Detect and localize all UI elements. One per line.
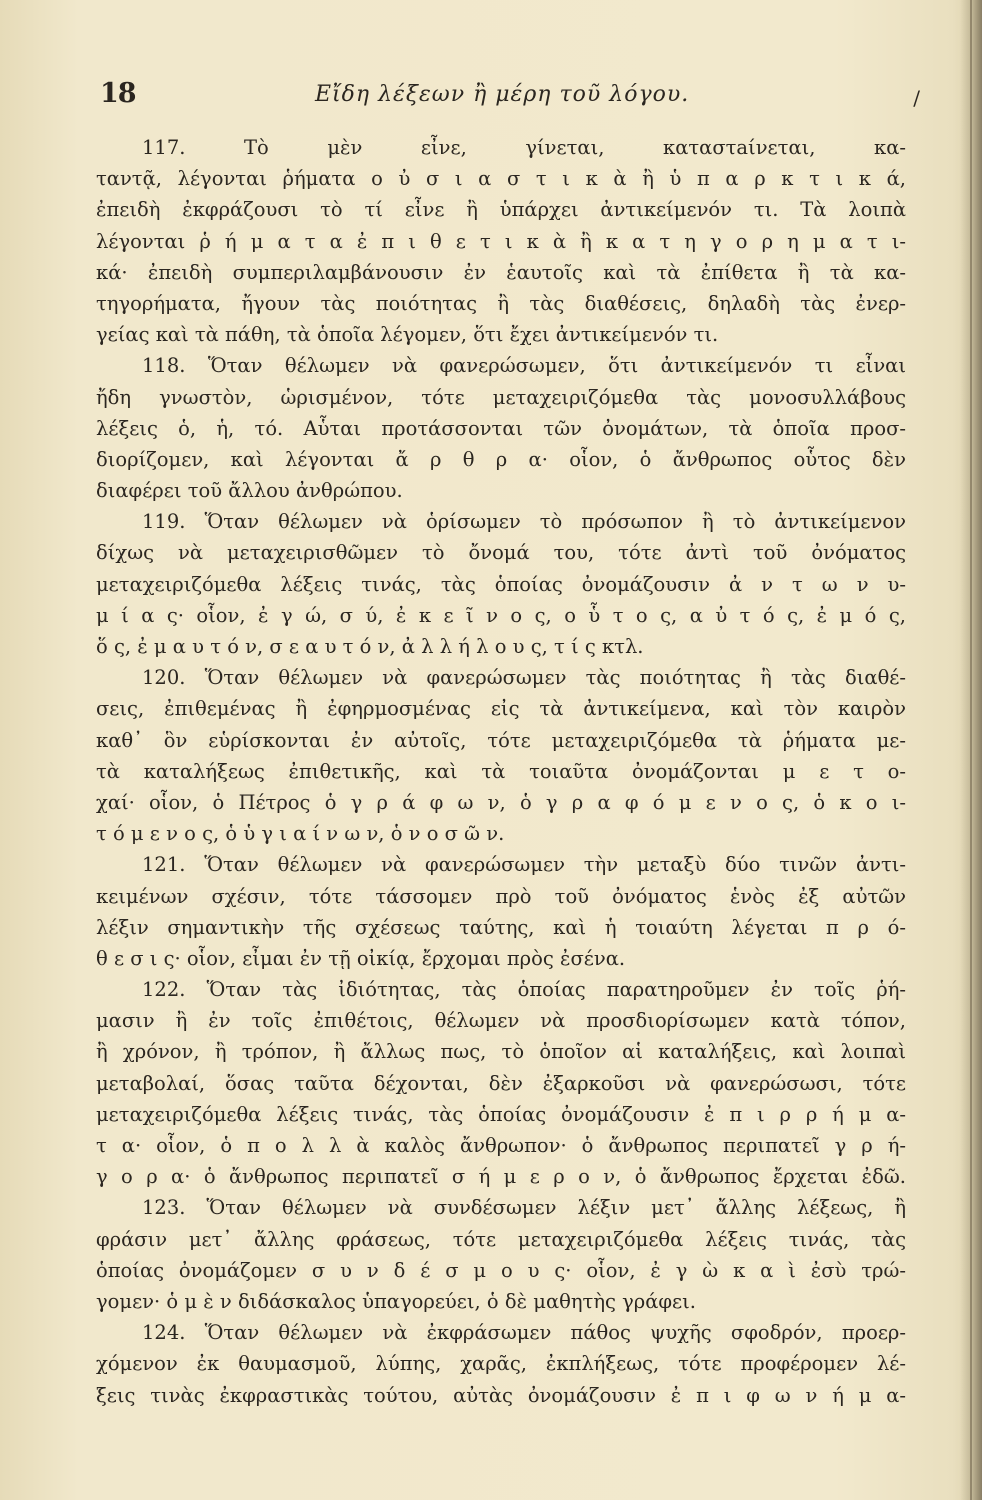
text-line: ὅ ς, ἐ μ α υ τ ό ν, σ ε α υ τ ό ν, ἀ λ λ ή λ ο υ ς, τ ί ς κτλ.: [96, 635, 644, 658]
text-line: μεταβολαί, ὅσας ταῦτα δέχονται, δὲν ἐξαρκοῦσι νὰ φανερώσωσι, τότε: [96, 1071, 906, 1095]
text-line: κά· ἐπειδὴ συμπεριλαμβάνουσιν ἐν ἑαυτοῖς καὶ τὰ ἐπίθετα ἢ τὰ κα-: [96, 260, 906, 284]
text-line: μασιν ἢ ἐν τοῖς ἐπιθέτοις, θέλωμεν νὰ προσδιορίσωμεν κατὰ τόπον,: [96, 1009, 906, 1033]
text-line: γομεν· ὁ μ ὲ ν διδάσκαλος ὑπαγορεύει, ὁ δὲ μαθητὴς γράφει.: [96, 1289, 697, 1313]
text-line: μ ί α ς· οἷον, ἐ γ ώ, σ ύ, ἐ κ ε ῖ ν ο ς, ο ὗ τ ο ς, α ὐ τ ό ς, ἐ μ ό ς,: [96, 603, 906, 627]
text-line: 121. Ὅταν θέλωμεν νὰ φανερώσωμεν τὴν μεταξὺ δύο τινῶν ἀντι-: [142, 853, 906, 877]
page-edge-line: [970, 0, 972, 1500]
text-line: ταντᾷ, λέγονται ῥήματα ο ὐ σ ι α σ τ ι κ ὰ ἢ ὑ π α ρ κ τ ι κ ά,: [96, 167, 906, 191]
text-line: 118. Ὅταν θέλωμεν νὰ φανερώσωμεν, ὅτι ἀντικείμενόν τι εἶναι: [142, 354, 906, 378]
text-line: ἐπειδὴ ἐκφράζουσι τὸ τί εἶνε ἢ ὑπάρχει ἀντικείμενόν τι. Τὰ λοιπὰ: [96, 198, 906, 222]
text-line: 119. Ὅταν θέλωμεν νὰ ὁρίσωμεν τὸ πρόσωπον ἢ τὸ ἀντικείμενον: [142, 510, 906, 534]
text-line: 120. Ὅταν θέλωμεν νὰ φανερώσωμεν τὰς ποιότητας ἢ τὰς διαθέ-: [142, 666, 906, 690]
text-line: λέξεις ὁ, ἡ, τό. Αὗται προτάσσονται τῶν ὀνομάτων, τὰ ὁποῖα προσ-: [96, 416, 906, 440]
text-line: 117. Τὸ μὲν εἶνε, γίνεται, καταστaίνεται, κα-: [142, 136, 906, 159]
text-line: λέξιν σημαντικὴν τῆς σχέσεως ταύτης, καὶ ἡ τοιαύτη λέγεται π ρ ό-: [96, 915, 906, 939]
text-line: τ ό μ ε ν ο ς, ὁ ὑ γ ι α ί ν ω ν, ὁ ν ο σ ῶ ν.: [96, 822, 505, 846]
body-text: [96, 132, 906, 1411]
text-line: 123. Ὅταν θέλωμεν νὰ συνδέσωμεν λέξιν μετ᾽ ἄλλης λέξεως, ἢ: [142, 1196, 906, 1220]
text-line: τηγορήματα, ἤγουν τὰς ποιότητας ἢ τὰς διαθέσεις, δηλαδὴ τὰς ἐνερ-: [96, 291, 906, 315]
text-line: τὰ καταλήξεως ἐπιθετικῆς, καὶ τὰ τοιαῦτα ὀνομάζονται μ ε τ ο-: [96, 759, 906, 783]
text-line: ἢ χρόνον, ἢ τρόπον, ἢ ἄλλως πως, τὸ ὁποῖον αἱ καταλήξεις, καὶ λοιπαὶ: [96, 1040, 906, 1064]
text-line: χαί· οἷον, ὁ Πέτρος ὁ γ ρ ά φ ω ν, ὁ γ ρ α φ ό μ ε ν ο ς, ὁ κ ο ι-: [96, 790, 906, 814]
text-line: τ α· οἷον, ὁ π ο λ λ ὰ καλὸς ἄνθρωπον· ὁ ἄνθρωπος περιπατεῖ γ ρ ή-: [96, 1134, 906, 1157]
text-line: κειμένων σχέσιν, τότε τάσσομεν πρὸ τοῦ ὀνόματος ἑνὸς ἐξ αὐτῶν: [96, 884, 906, 908]
text-line: θ ε σ ι ς· οἷον, εἶμαι ἐν τῇ οἰκίᾳ, ἔρχομαι πρὸς ἐσένα.: [96, 946, 626, 970]
text-line: 124. Ὅταν θέλωμεν νὰ ἐκφράσωμεν πάθος ψυχῆς σφοδρόν, προερ-: [142, 1321, 906, 1345]
text-line: λέγονται ῥ ή μ α τ α ἐ π ι θ ε τ ι κ ὰ ἢ κ α τ η γ ο ρ η μ α τ ι-: [96, 229, 906, 253]
text-line: χόμενον ἐκ θαυμασμοῦ, λύπης, χαρᾶς, ἐκπλήξεως, τότε προφέρομεν λέ-: [96, 1352, 906, 1376]
text-line: 122. Ὅταν τὰς ἰδιότητας, τὰς ὁποίας παρατηροῦμεν ἐν τοῖς ῥή-: [142, 978, 906, 1002]
page-number: 18: [100, 78, 136, 109]
text-line: διορίζομεν, καὶ λέγονται ἄ ρ θ ρ α· οἷον, ὁ ἄνθρωπος οὗτος δὲν: [96, 447, 906, 471]
text-line: σεις, ἐπιθεμένας ἢ ἐφηρμοσμένας εἰς τὰ ἀντικείμενα, καὶ τὸν καιρὸν: [96, 697, 906, 721]
page-header: [100, 78, 920, 118]
text-line: ξεις τινὰς ἐκφραστικὰς τούτου, αὐτὰς ὀνομάζουσιν ἐ π ι φ ω ν ή μ α-: [96, 1383, 906, 1407]
corner-mark: /: [913, 86, 920, 110]
running-title: Εἴδη λέξεων ἢ μέρη τοῦ λόγου.: [315, 82, 690, 107]
text-line: ὁποίας ὀνομάζομεν σ υ ν δ έ σ μ ο υ ς· οἷον, ἐ γ ὼ κ α ὶ ἐσὺ τρώ-: [96, 1258, 906, 1282]
text-line: μεταχειριζόμεθα λέξεις τινάς, τὰς ὁποίας ὀνομάζουσιν ἐ π ι ρ ρ ή μ α-: [96, 1102, 906, 1126]
text-line: καθ᾽ ὃν εὑρίσκονται ἐν αὐτοῖς, τότε μεταχειριζόμεθα τὰ ῥήματα με-: [96, 728, 906, 752]
text-line: διαφέρει τοῦ ἄλλου ἀνθρώπου.: [96, 479, 403, 503]
text-line: ἤδη γνωστὸν, ὡρισμένον, τότε μεταχειριζόμεθα τὰς μονοσυλλάβους: [96, 385, 906, 409]
text-line: φράσιν μετ᾽ ἄλλης φράσεως, τότε μεταχειριζόμεθα λέξεις τινάς, τὰς: [96, 1227, 906, 1251]
text-line: δίχως νὰ μεταχειρισθῶμεν τὸ ὄνομά του, τότε ἀντὶ τοῦ ὀνόματος: [96, 541, 906, 565]
text-line: μεταχειριζόμεθα λέξεις τινάς, τὰς ὁποίας ὀνομάζουσιν ἀ ν τ ω ν υ-: [96, 572, 906, 596]
text-line: γείας καὶ τὰ πάθη, τὰ ὁποῖα λέγομεν, ὅτι ἔχει ἀντικείμενόν τι.: [96, 323, 719, 347]
text-line: γ ο ρ α· ὁ ἄνθρωπος περιπατεῖ σ ή μ ε ρ ο ν, ὁ ἄνθρωπος ἔρχεται ἐδῶ.: [96, 1165, 906, 1189]
